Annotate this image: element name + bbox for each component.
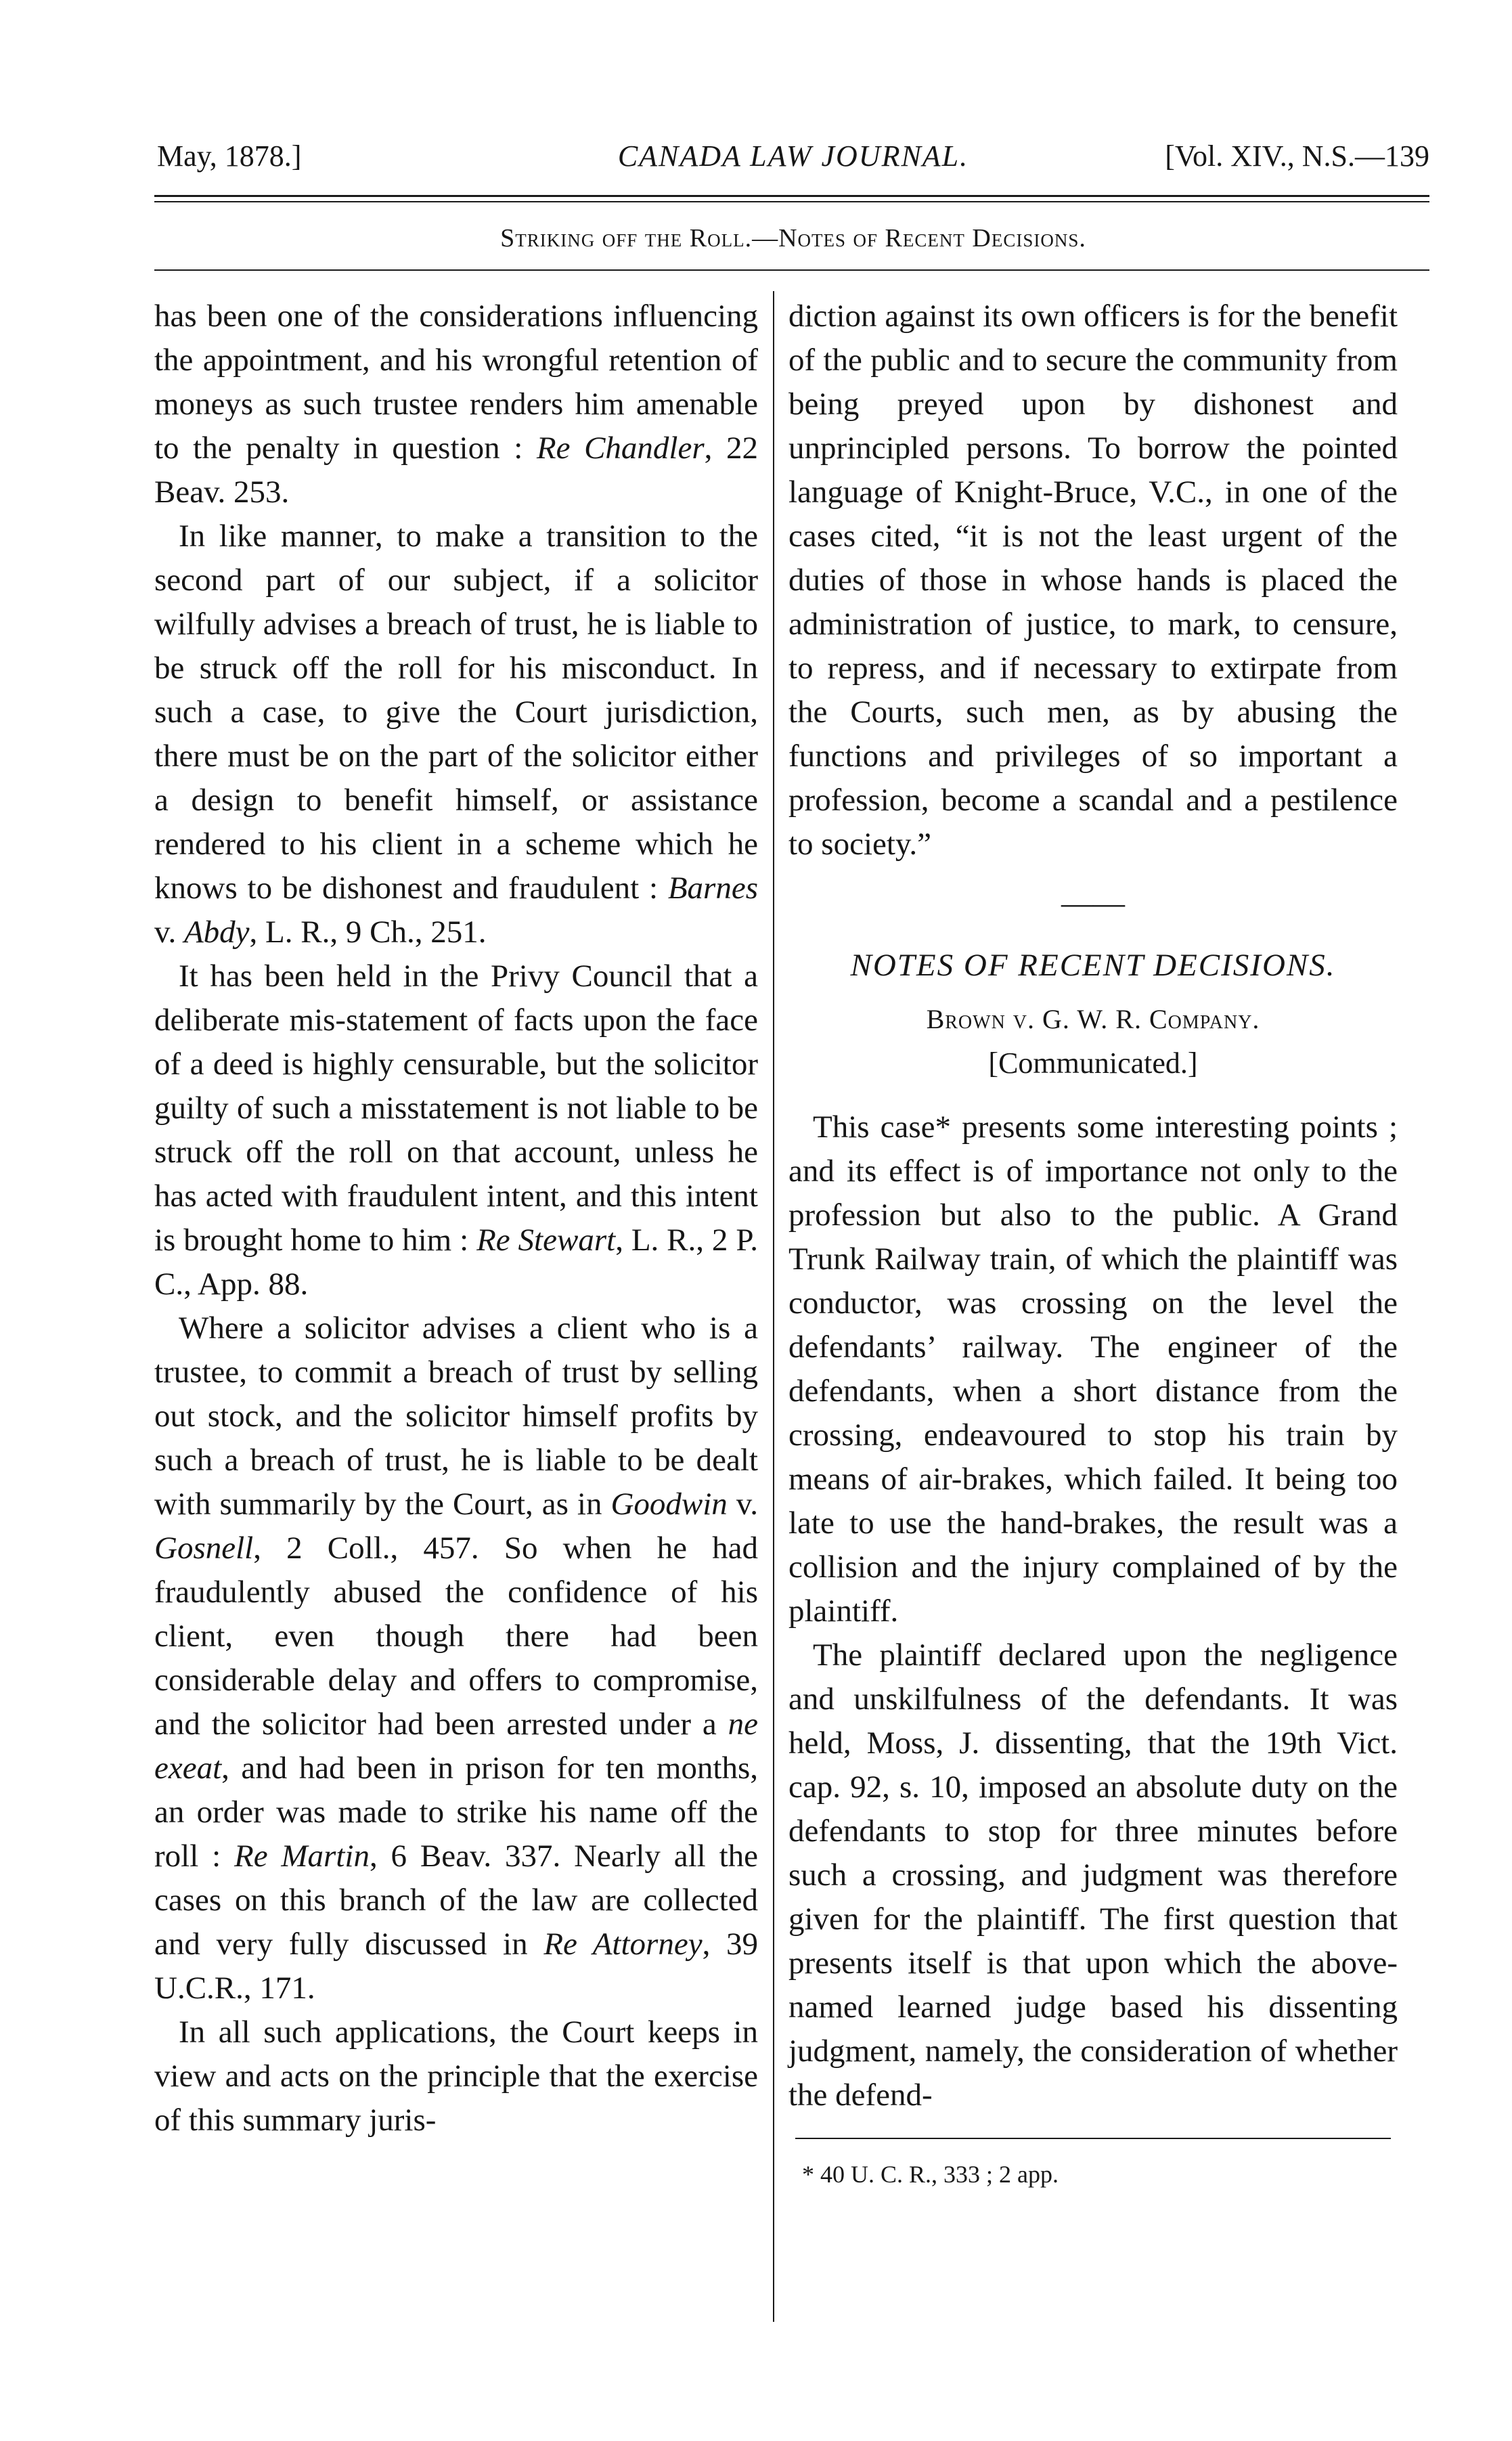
case-name: Gosnell bbox=[154, 1531, 254, 1566]
case-name: Re Stewart bbox=[476, 1223, 616, 1258]
case-title: Brown v. G. W. R. Company. bbox=[926, 1004, 1260, 1034]
header-date: May, 1878.] bbox=[157, 139, 302, 173]
header-volume-page: [Vol. XIV., N.S.—139 bbox=[1165, 139, 1429, 173]
case-name: Re Chandler bbox=[536, 431, 705, 466]
left-paragraph-1: has been one of the considerations influencing the appointment, and his wrongful retention of moneys as such trustee renders him amenable to the penalty in question : Re Chandler, 22 Beav. 253. bbox=[154, 299, 759, 510]
footnote-rule bbox=[795, 2138, 1391, 2139]
right-paragraph-3: The plaintiff declared upon the negligence and unskilfulness of the defendants. It was held, Moss, J. dissenting, that the 19th Vict. cap. 92, s. 10, imposed an absolute duty on the defendants to stop for three minutes before such a crossing, and judgment was therefore given for the plaintiff. The first question that presents itself is that upon which the above-named learned judge based his dissenting judgment, namely, the consideration of whether the defend- bbox=[788, 1637, 1398, 2113]
right-paragraph-1: diction against its own officers is for the benefit of the public and to secure the community from being preyed upon by dishonest and unprincipled persons. To borrow the pointed language of Knight-Bruce, V.C., in one of the cases cited, “it is not the least urgent of the duties of those in whose hands is placed the administration of justice, to mark, to censure, to repress, and if necessary to extirpate from the Courts, such men, as by abusing the functions and privileges of so important a profession, become a scandal and a pestilence to society.” bbox=[788, 299, 1398, 862]
latin-term: ne exeat bbox=[154, 1707, 758, 1786]
right-paragraph-2: This case* presents some interesting points ; and its effect is of importance not only to the profession but also to the public. A Grand Trunk Railway train, of which the plaintiff was conductor, was crossing on the level the defendants’ railway. The engineer of the defendants, when a short distance from the crossing, endeavoured to stop his train by means of air-brakes, which failed. It being too late to use the hand-brakes, the result was a collision and the injury complained of by the plaintiff. bbox=[788, 1109, 1398, 1629]
left-paragraph-4: Where a solicitor advises a client who is a trustee, to commit a breach of trust by selling out stock, and the solicitor himself profits by such a breach of trust, he is liable to be dealt with summarily by the Court, as in Goodwin v. Gosnell, 2 Coll., 457. So when he had fraudulently abused the confidence of his client, even though there had been considerable delay and offers to compromise, and the solicitor had been arrested under a ne exeat, and had been in prison for ten months, an order was made to strike his name off the roll : Re Martin, 6 Beav. 337. Nearly all the cases on this branch of the law are collected and very fully discussed in Re Attorney, 39 U.C.R., 171. bbox=[154, 1311, 759, 2006]
right-column bbox=[788, 294, 1398, 2191]
communicated-note: [Communicated.] bbox=[988, 1047, 1198, 1080]
header-rule-top bbox=[154, 195, 1429, 197]
section-heading: Striking off the Roll.—Notes of Recent Decisions. bbox=[500, 224, 1086, 252]
left-paragraph-5: In all such applications, the Court keeps in view and acts on the principle that the exercise of this summary juris- bbox=[154, 2015, 758, 2138]
case-name: Barnes bbox=[667, 871, 758, 906]
header-journal-title: CANADA LAW JOURNAL. bbox=[617, 139, 969, 173]
header-rule-bottom bbox=[154, 201, 1429, 202]
left-paragraph-2: In like manner, to make a transition to the second part of our subject, if a solicitor wilfully advises a breach of trust, he is liable to be struck off the roll for his misconduct. In such a case, to give the Court jurisdiction, there must be on the part of the solicitor either a design to benefit himself, or assistance rendered to his client in a scheme which he knows to be dishonest and fraudulent : Barnes v. Abdy, L. R., 9 Ch., 251. bbox=[154, 519, 758, 950]
section-separator-dash: —— bbox=[1061, 885, 1125, 921]
column-divider bbox=[773, 291, 774, 2322]
notes-heading: NOTES OF RECENT DECISIONS. bbox=[850, 948, 1336, 983]
case-name: Abdy bbox=[183, 915, 250, 950]
left-column bbox=[154, 294, 758, 2142]
left-paragraph-3: It has been held in the Privy Council that a deliberate mis-statement of facts upon the face of a deed is highly censurable, but the solicitor guilty of such a misstatement is not liable to be struck off the roll on that account, unless he has acted with fraudulent intent, and this intent is brought home to him : Re Stewart, L. R., 2 P. C., App. 88. bbox=[154, 959, 759, 1302]
case-name: Goodwin bbox=[610, 1487, 728, 1522]
case-name: Re Attorney bbox=[543, 1927, 703, 1962]
case-name: Re Martin bbox=[234, 1839, 370, 1874]
section-rule bbox=[154, 269, 1429, 271]
footnote: * 40 U. C. R., 333 ; 2 app. bbox=[802, 2161, 1059, 2188]
running-head bbox=[157, 139, 1429, 179]
